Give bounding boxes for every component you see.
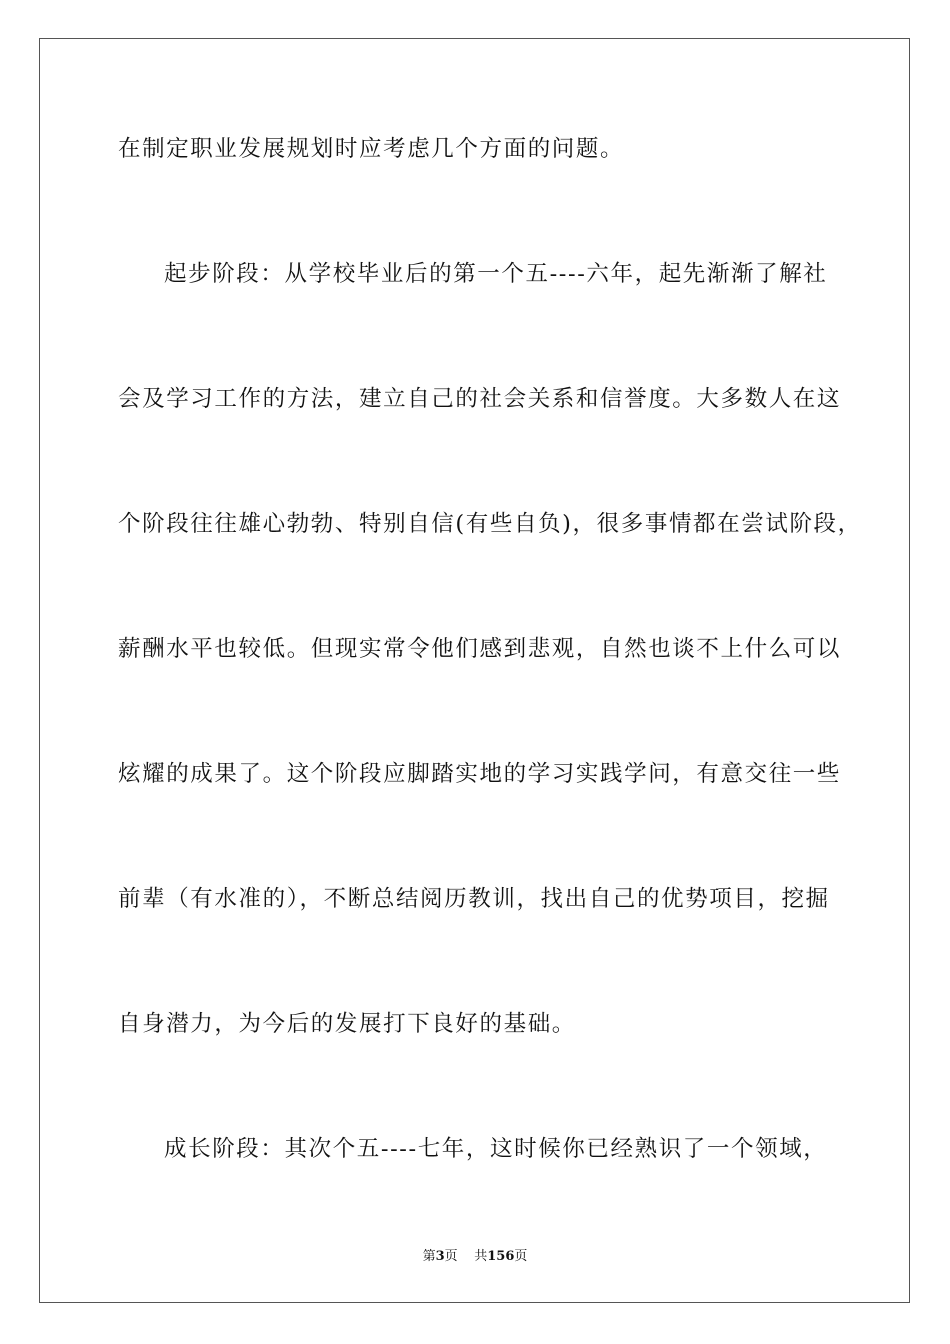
text-line: 前辈（有水准的），不断总结阅历教训，找出自己的优势项目，挖掘 — [118, 886, 830, 912]
page-border — [39, 38, 910, 1303]
total-suffix: 页 — [514, 1249, 528, 1264]
text-line: 在制定职业发展规划时应考虑几个方面的问题。 — [118, 136, 625, 162]
page-footer — [0, 1248, 950, 1266]
paragraph-start-line: 成长阶段：其次个五----七年，这时候你已经熟识了一个领域， — [164, 1136, 828, 1162]
total-prefix: 共 — [474, 1249, 488, 1264]
text-line: 薪酬水平也较低。但现实常令他们感到悲观，自然也谈不上什么可以 — [118, 636, 842, 662]
paragraph-start-line: 起步阶段：从学校毕业后的第一个五----六年，起先渐渐了解社 — [164, 261, 828, 287]
page-prefix: 第 — [422, 1249, 436, 1264]
page-number: 3 — [435, 1249, 445, 1264]
text-line: 会及学习工作的方法，建立自己的社会关系和信誉度。大多数人在这 — [118, 386, 842, 412]
text-line: 炫耀的成果了。这个阶段应脚踏实地的学习实践学问，有意交往一些 — [118, 761, 842, 787]
text-line: 自身潜力，为今后的发展打下良好的基础。 — [118, 1011, 576, 1037]
text-line: 个阶段往往雄心勃勃、特别自信(有些自负)，很多事情都在尝试阶段， — [118, 511, 862, 537]
total-pages: 156 — [487, 1249, 515, 1264]
page-suffix: 页 — [444, 1249, 458, 1264]
